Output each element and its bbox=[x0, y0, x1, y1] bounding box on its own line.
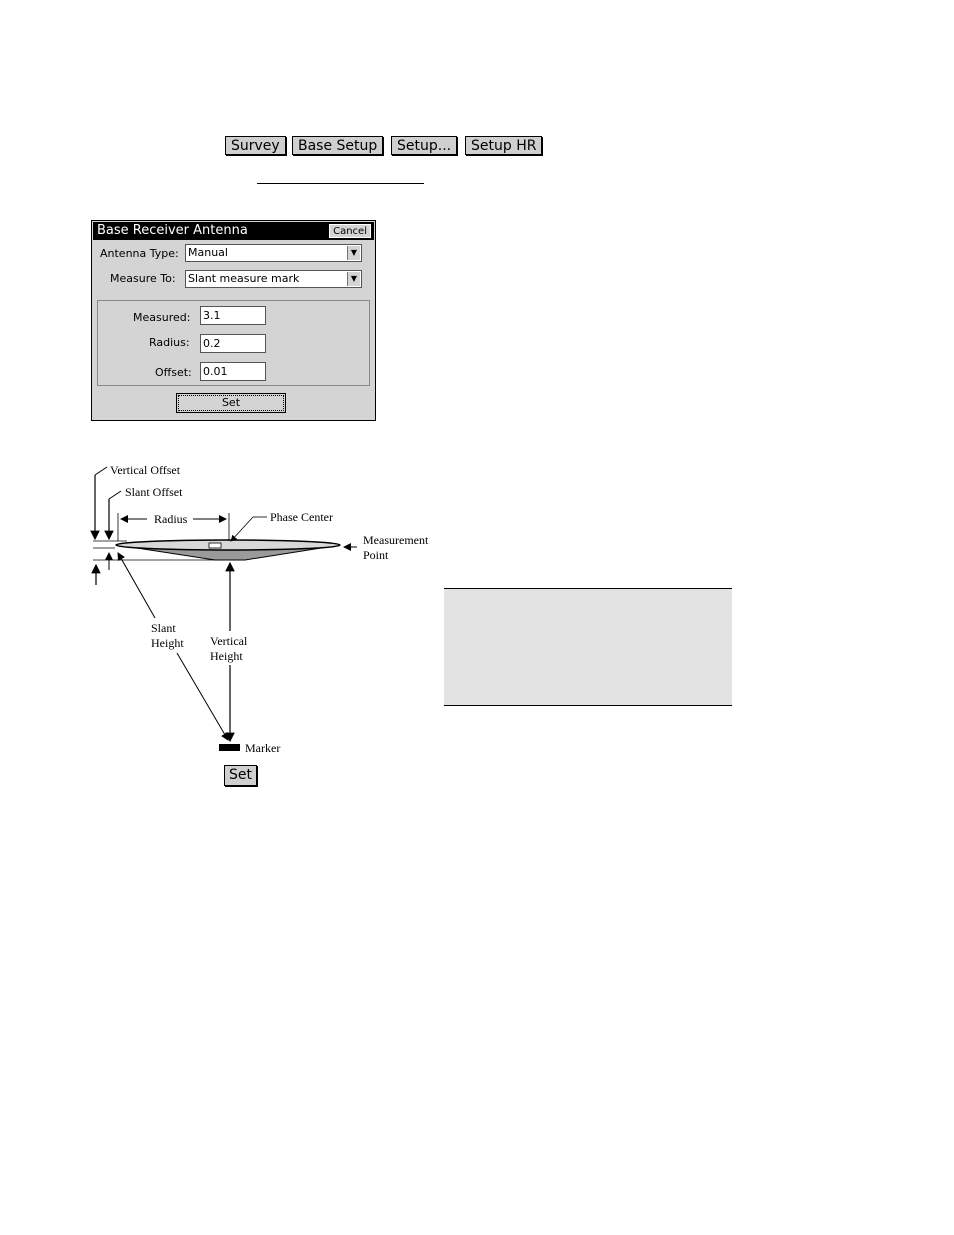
cancel-button[interactable]: Cancel bbox=[329, 224, 371, 238]
radius-dim-label: Radius bbox=[154, 512, 188, 526]
vertical-height-label: Vertical bbox=[210, 634, 248, 648]
set-key[interactable]: Set bbox=[224, 765, 257, 786]
measure-to-select[interactable] bbox=[185, 270, 362, 288]
antenna-type-select[interactable] bbox=[185, 244, 362, 262]
radius-label: Radius: bbox=[149, 336, 190, 349]
dropdown-arrow-icon[interactable]: ▼ bbox=[347, 246, 360, 260]
phase-center-mark bbox=[209, 543, 221, 548]
measure-to-label: Measure To: bbox=[110, 272, 176, 285]
phase-center-label: Phase Center bbox=[270, 510, 333, 524]
measurement-point-label: Measurement bbox=[363, 533, 429, 547]
shaded-note-box bbox=[444, 588, 732, 706]
offset-label: Offset: bbox=[155, 366, 192, 379]
dropdown-arrow-icon[interactable]: ▼ bbox=[347, 272, 360, 286]
vertical-height-label-2: Height bbox=[210, 649, 243, 663]
antenna-type-value: Manual bbox=[188, 246, 228, 259]
slant-offset-label: Slant Offset bbox=[125, 485, 183, 499]
antenna-type-label: Antenna Type: bbox=[100, 247, 179, 260]
dialog-set-label: Set bbox=[178, 395, 284, 411]
measurement-point-label-2: Point bbox=[363, 548, 389, 562]
dialog-set-button[interactable] bbox=[176, 393, 286, 413]
measured-label: Measured: bbox=[133, 311, 191, 324]
marker-block bbox=[219, 744, 240, 751]
setup-key[interactable]: Setup... bbox=[391, 136, 457, 155]
dialog-title-bar bbox=[93, 222, 374, 240]
slant-height-label: Slant bbox=[151, 621, 176, 635]
antenna-ground-plane bbox=[116, 540, 340, 550]
offset-field[interactable]: 0.01 bbox=[200, 362, 266, 381]
setup-hr-key[interactable]: Setup HR bbox=[465, 136, 542, 155]
antenna-geometry-diagram bbox=[85, 455, 440, 765]
measure-to-value: Slant measure mark bbox=[188, 272, 300, 285]
radius-field[interactable]: 0.2 bbox=[200, 334, 266, 353]
base-receiver-antenna-dialog bbox=[91, 220, 376, 421]
slant-height-label-2: Height bbox=[151, 636, 184, 650]
dialog-title: Base Receiver Antenna bbox=[97, 223, 248, 238]
marker-label: Marker bbox=[245, 741, 281, 755]
vertical-offset-label: Vertical Offset bbox=[110, 463, 181, 477]
survey-key[interactable]: Survey bbox=[225, 136, 286, 155]
horizontal-rule bbox=[257, 183, 424, 184]
base-setup-key[interactable]: Base Setup bbox=[292, 136, 383, 155]
measured-field[interactable]: 3.1 bbox=[200, 306, 266, 325]
